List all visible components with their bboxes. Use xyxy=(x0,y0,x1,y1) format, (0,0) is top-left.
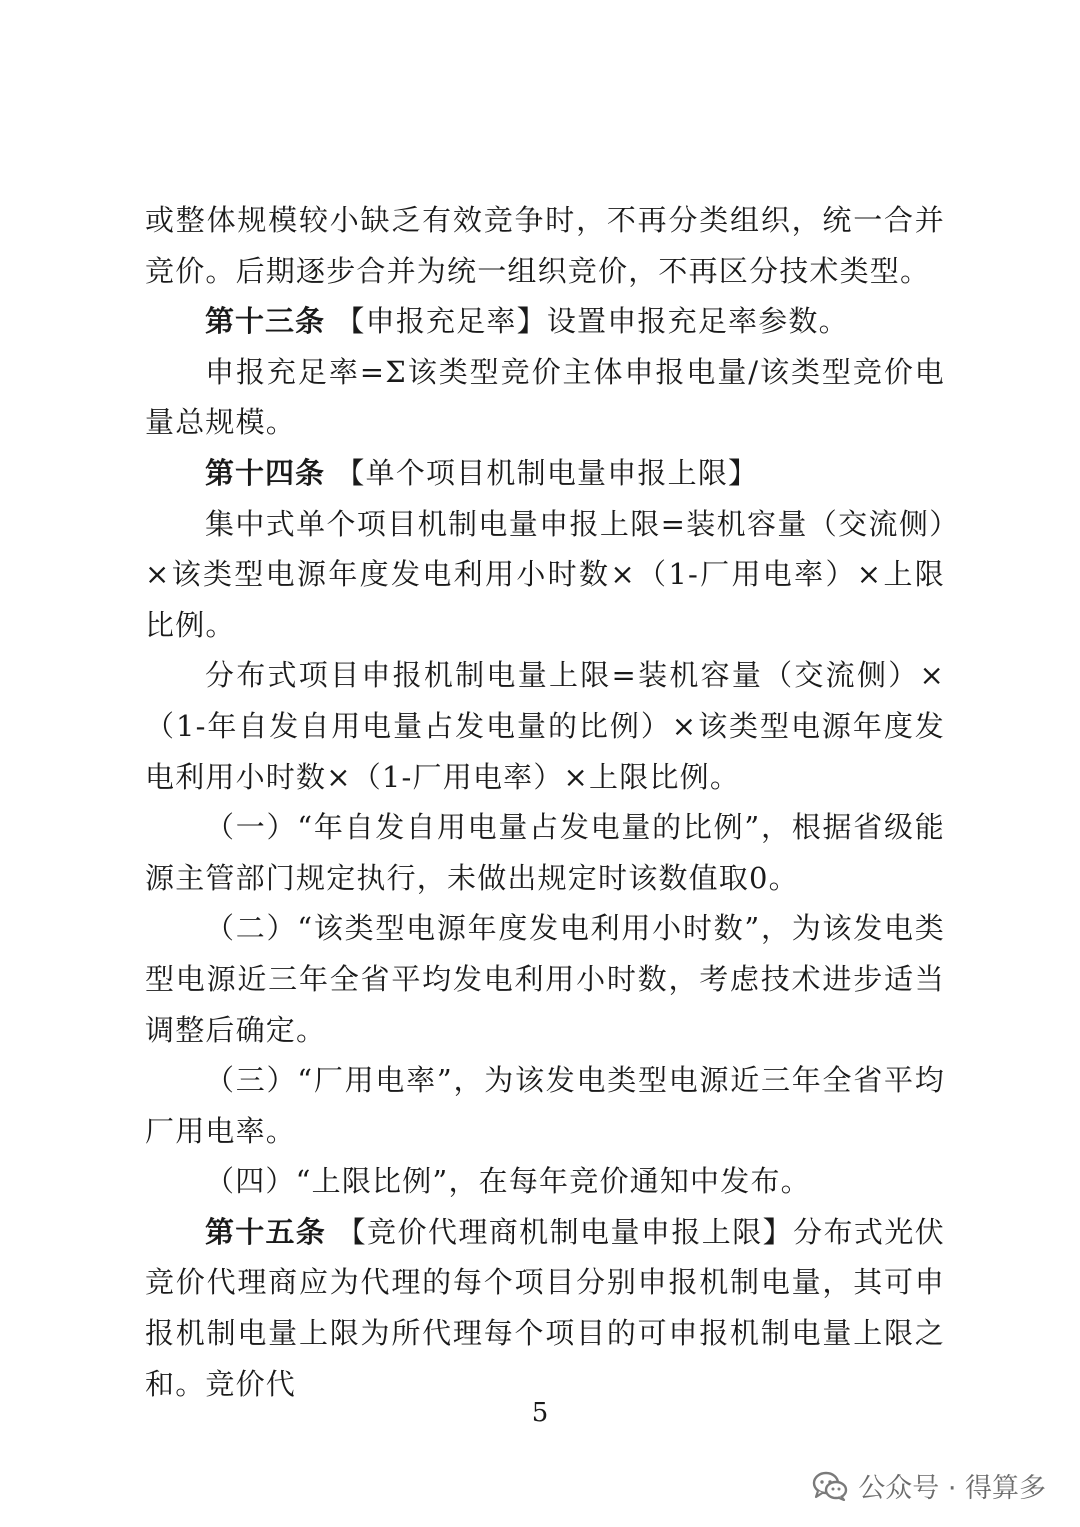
paragraph-item-2: （二）“该类型电源年度发电利用小时数”，为该发电类型电源近三年全省平均发电利用小时数，考虑技术进步适当调整后确定。 xyxy=(145,911,945,1047)
article-13-heading: 第十三条 xyxy=(205,304,326,339)
paragraph-continuation: 或整体规模较小缺乏有效竞争时，不再分类组织，统一合并竞价。后期逐步合并为统一组织竞价，不再区分技术类型。 xyxy=(145,203,945,288)
paragraph-item-3: （三）“厂用电率”，为该发电类型电源近三年全省平均厂用电率。 xyxy=(145,1063,945,1148)
article-15-heading: 第十五条 xyxy=(205,1214,326,1249)
watermark-text: 公众号 · 得算多 xyxy=(858,1473,1046,1504)
article-15 xyxy=(145,1207,945,1409)
watermark xyxy=(812,1466,1046,1505)
article-13 xyxy=(145,296,945,347)
paragraph-item-4: （四）“上限比例”，在每年竞价通知中发布。 xyxy=(205,1164,811,1199)
article-14-text: 【单个项目机制电量申报上限】 xyxy=(325,455,759,490)
paragraph-centralized-limit: 集中式单个项目机制电量申报上限=装机容量（交流侧）×该类型电源年度发电利用小时数×（1-厂用电率）×上限比例。 xyxy=(145,506,945,642)
paragraph-formula-ratio: 申报充足率=Σ该类型竞价主体申报电量/该类型竞价电量总规模。 xyxy=(145,354,945,440)
article-14 xyxy=(145,448,945,499)
paragraph-item-1: （一）“年自发自用电量占发电量的比例”，根据省级能源主管部门规定执行，未做出规定时该数值取0。 xyxy=(145,810,945,895)
wechat-icon xyxy=(812,1471,848,1501)
document-body xyxy=(145,195,945,1409)
paragraph-distributed-limit: 分布式项目申报机制电量上限=装机容量（交流侧）×（1-年自发自用电量占发电量的比例）×该类型电源年度发电利用小时数×（1-厂用电率）×上限比例。 xyxy=(145,658,945,794)
article-14-heading: 第十四条 xyxy=(205,455,326,490)
article-15-text: 【竞价代理商机制电量申报上限】分布式光伏竞价代理商应为代理的每个项目分别申报机制电量，其可申报机制电量上限为所代理每个项目的可申报机制电量上限之和。竞价代 xyxy=(145,1214,945,1401)
page-number: 5 xyxy=(531,1398,549,1428)
article-13-text: 【申报充足率】设置申报充足率参数。 xyxy=(325,304,849,339)
